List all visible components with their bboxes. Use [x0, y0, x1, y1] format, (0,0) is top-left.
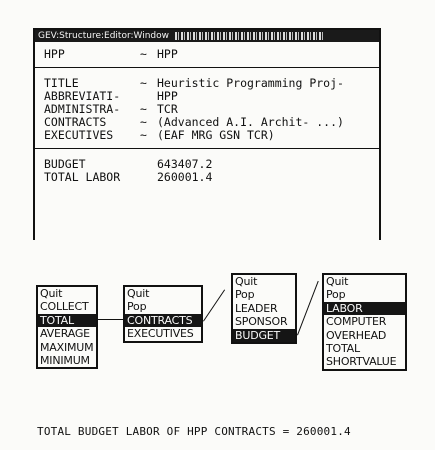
budget-fields-menu	[322, 273, 407, 371]
menu-connector	[297, 281, 319, 336]
field-value-administrator[interactable]: TCR	[157, 102, 178, 116]
field-separator: ~	[140, 102, 147, 116]
menu-item-shortvalue[interactable]: SHORTVALUE	[326, 355, 397, 369]
field-key-administrator[interactable]: ADMINISTRA-	[44, 102, 121, 116]
field-key-abbreviation[interactable]: ABBREVIATI-	[44, 89, 121, 103]
field-separator: ~	[140, 128, 147, 142]
menu-item-collect[interactable]: COLLECT	[40, 300, 89, 314]
menu-item-quit[interactable]: Quit	[40, 287, 63, 300]
field-value-title[interactable]: Heuristic Programming Proj-	[157, 76, 344, 90]
root-separator: ~	[140, 47, 147, 61]
menu-item-total[interactable]: TOTAL	[38, 314, 96, 327]
menu-item-total[interactable]: TOTAL	[326, 342, 360, 356]
menu-item-minimum[interactable]: MINIMUM	[40, 354, 90, 368]
menu-connector	[203, 289, 225, 321]
window-title-bar[interactable]	[35, 30, 379, 42]
field-key-executives[interactable]: EXECUTIVES	[44, 128, 114, 142]
menu-item-pop[interactable]: Pop	[235, 288, 255, 302]
total-key-budget[interactable]: BUDGET	[44, 157, 86, 171]
field-key-contracts[interactable]: CONTRACTS	[44, 115, 107, 129]
menu-item-maximum[interactable]: MAXIMUM	[40, 340, 94, 354]
menu-item-labor[interactable]: LABOR	[324, 302, 405, 315]
field-value-abbreviation[interactable]: HPP	[157, 89, 178, 103]
menu-item-computer[interactable]: COMPUTER	[326, 315, 387, 329]
field-value-contracts[interactable]: (Advanced A.I. Archit- ...)	[157, 115, 344, 129]
aggregate-menu	[36, 285, 98, 369]
field-value-executives[interactable]: (EAF MRG GSN TCR)	[157, 128, 275, 142]
root-key[interactable]: HPP	[44, 47, 65, 61]
menu-item-pop[interactable]: Pop	[326, 288, 346, 302]
contract-fields-menu	[231, 273, 297, 344]
divider	[35, 148, 379, 149]
field-key-title[interactable]: TITLE	[44, 76, 79, 90]
field-separator: ~	[140, 115, 147, 129]
total-key-labor[interactable]: TOTAL LABOR	[44, 170, 121, 184]
root-value[interactable]: HPP	[157, 47, 178, 61]
menu-item-sponsor[interactable]: SPONSOR	[235, 315, 288, 329]
menu-item-contracts[interactable]: CONTRACTS	[125, 314, 201, 327]
total-value-labor[interactable]: 260001.4	[157, 170, 213, 184]
menu-item-overhead[interactable]: OVERHEAD	[326, 328, 387, 342]
title-bar-stipple	[175, 32, 325, 40]
menu-item-average[interactable]: AVERAGE	[40, 327, 90, 341]
total-value-budget[interactable]: 643407.2	[157, 157, 213, 171]
divider	[35, 67, 379, 68]
menu-connector	[98, 319, 123, 320]
menu-item-quit[interactable]: Quit	[127, 287, 150, 300]
result-line: TOTAL BUDGET LABOR OF HPP CONTRACTS = 260001.4	[37, 425, 351, 438]
menu-item-pop[interactable]: Pop	[127, 300, 147, 314]
menu-item-leader[interactable]: LEADER	[235, 301, 278, 315]
menu-item-quit[interactable]: Quit	[235, 275, 258, 288]
window-title: GEV:Structure:Editor:Window	[38, 31, 170, 41]
menu-item-quit[interactable]: Quit	[326, 275, 349, 288]
structure-editor-window[interactable]	[33, 28, 381, 240]
hpp-fields-menu	[123, 285, 203, 343]
menu-item-budget[interactable]: BUDGET	[233, 329, 295, 342]
menu-item-executives[interactable]: EXECUTIVES	[127, 327, 194, 341]
field-separator: ~	[140, 76, 147, 90]
